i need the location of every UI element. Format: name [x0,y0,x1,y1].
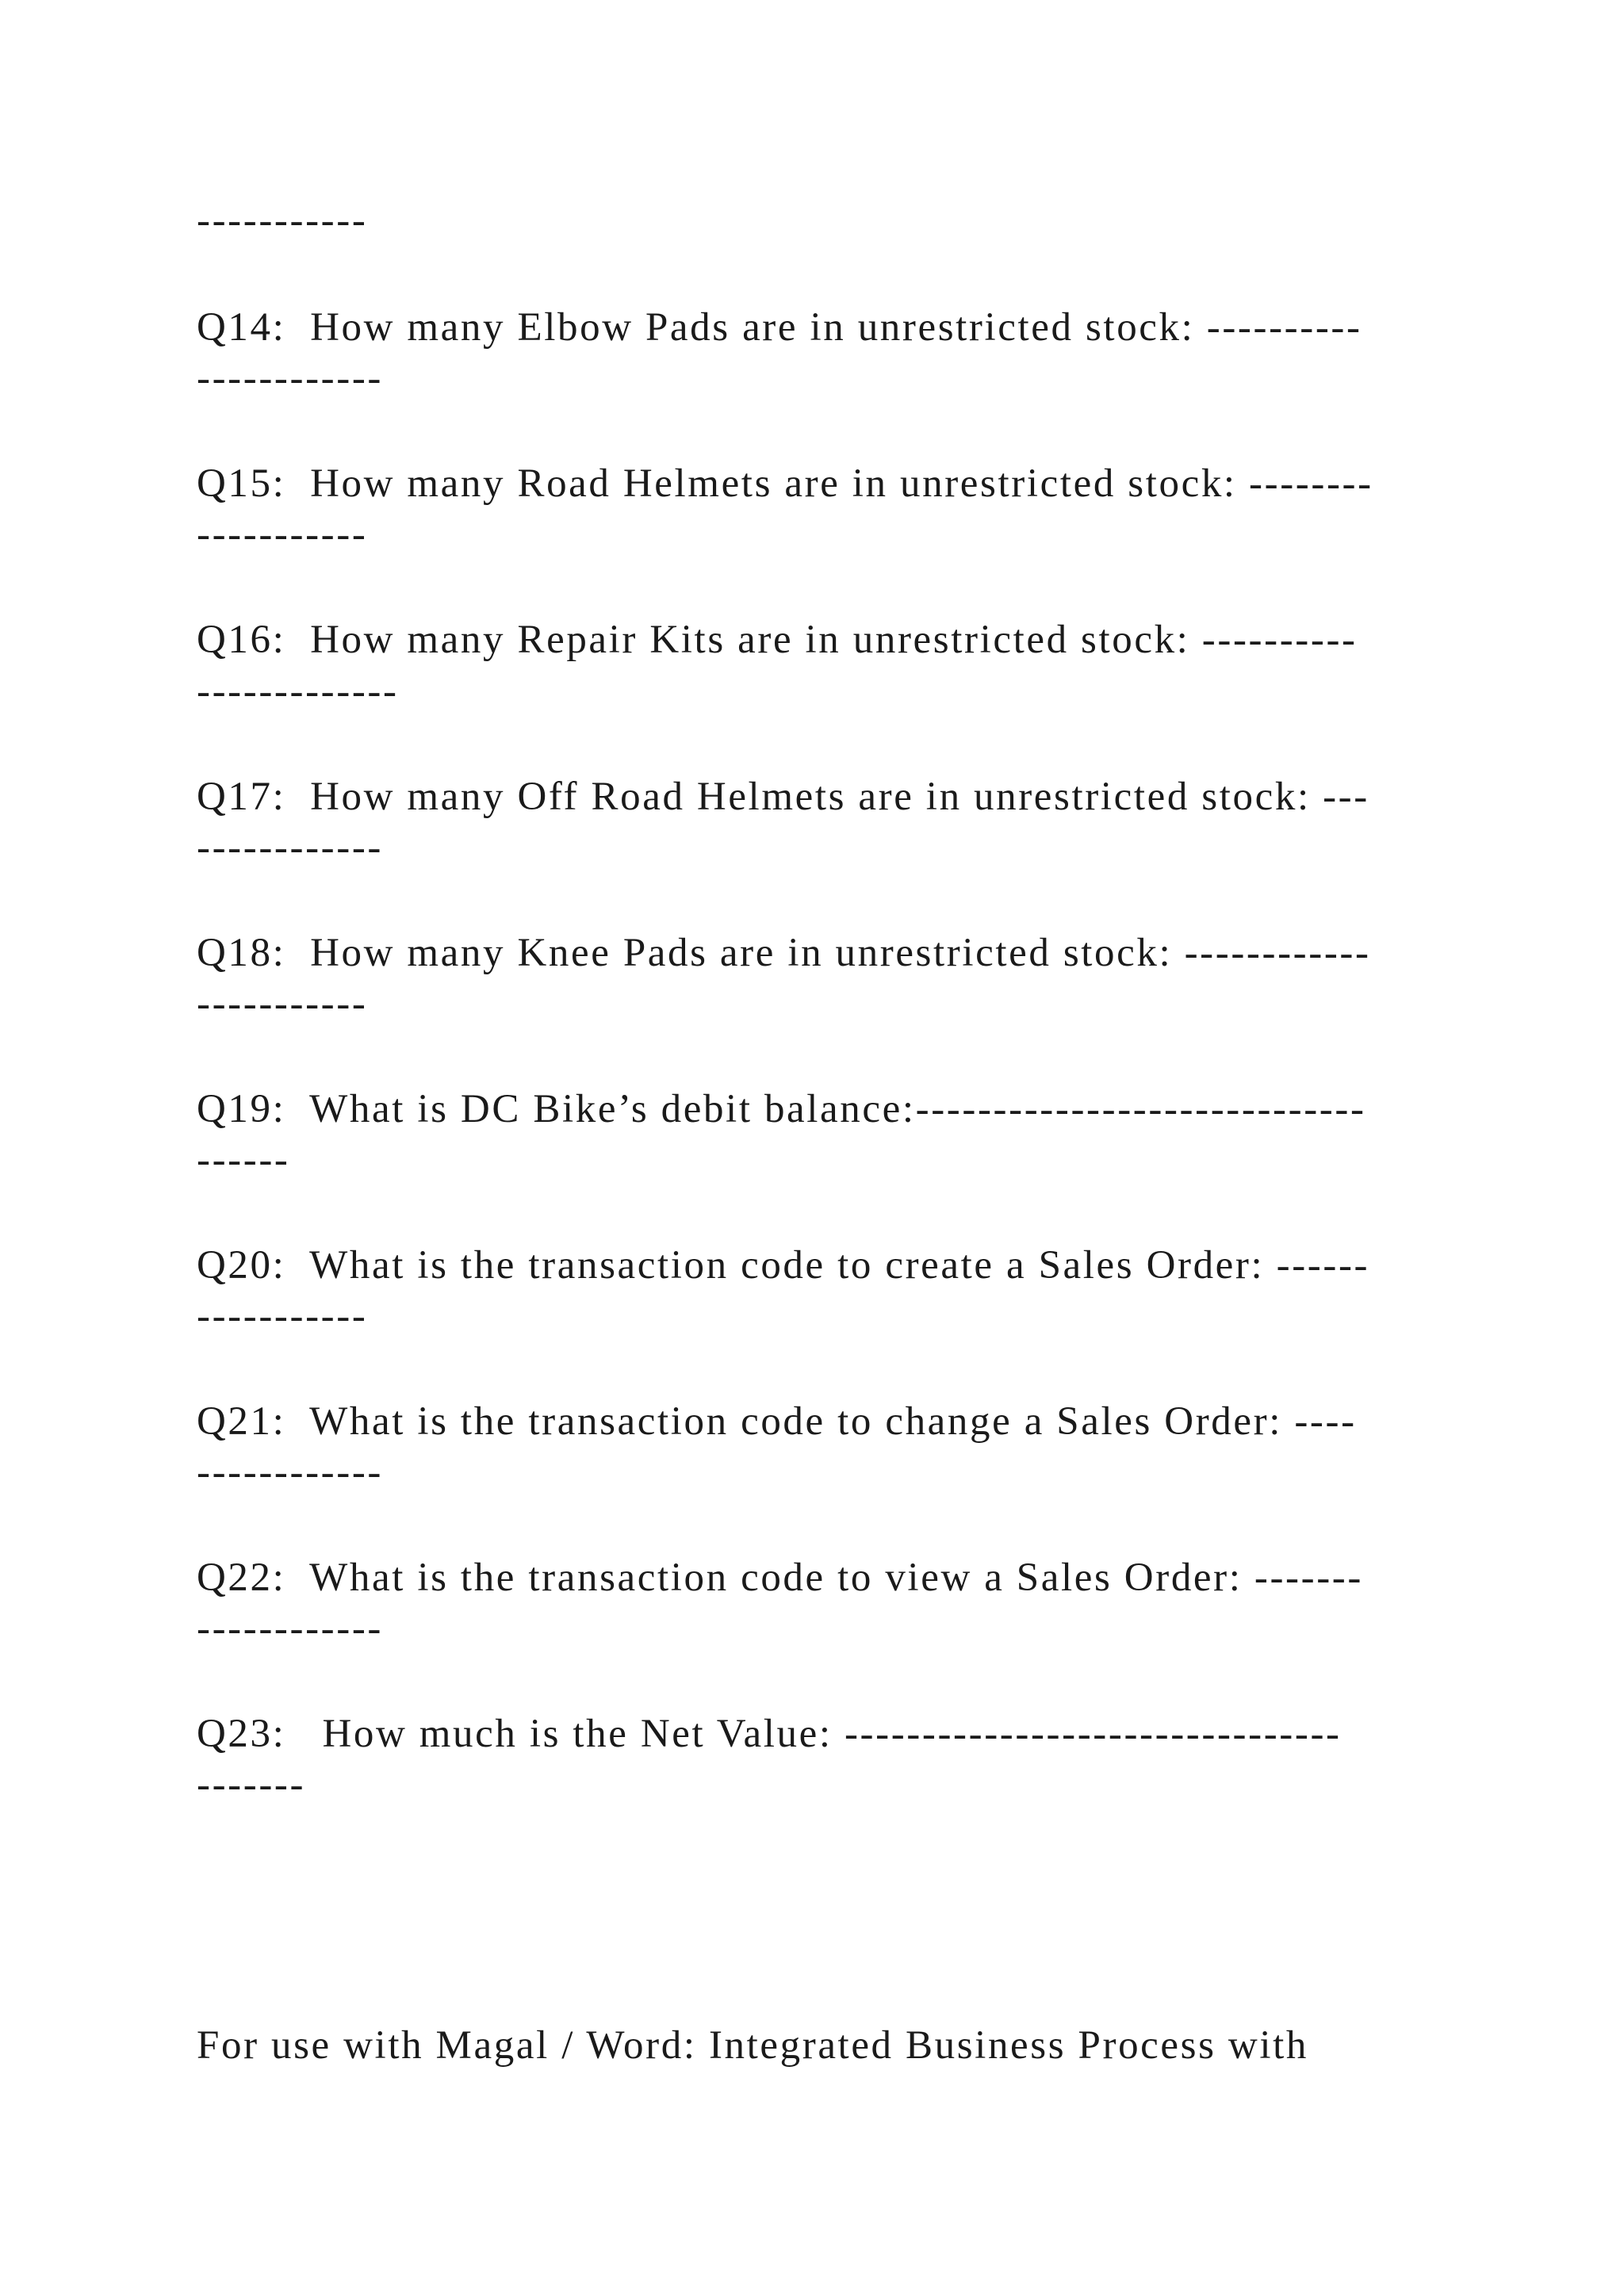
answer-dashes: ------------ [197,1450,384,1494]
answer-dashes: ----------- [197,512,368,557]
answer-dashes: ----------- [197,982,368,1026]
answer-dashes: ----------- [197,1294,368,1338]
leading-dashes: ----------- [197,198,368,243]
answer-dashes: ------- [197,1762,306,1807]
question-text: Q20: What is the transaction code to create a Sales Order: ------ [197,1243,1370,1288]
question-text: Q18: How many Knee Pads are in unrestricted stock: ------------ [197,931,1371,975]
answer-dashes: ------------- [197,669,399,714]
question-text: Q15: How many Road Helmets are in unrestricted stock: -------- [197,461,1373,506]
footer-text: For use with Magal / Word: Integrated Business Process with [197,2023,1308,2068]
question-text: Q17: How many Off Road Helmets are in unrestricted stock: --- [197,775,1369,819]
question-text: Q21: What is the transaction code to change a Sales Order: ---- [197,1399,1357,1444]
answer-dashes: ------------ [197,825,384,870]
question-text: Q14: How many Elbow Pads are in unrestricted stock: ---------- [197,305,1362,350]
answer-dashes: ------ [197,1138,290,1182]
answer-dashes: ------------ [197,1606,384,1651]
question-text: Q23: How much is the Net Value: -------------------------------- [197,1712,1342,1756]
question-text: Q19: What is DC Bike’s debit balance:----------------------------- [197,1087,1366,1131]
question-text: Q22: What is the transaction code to view a Sales Order: ------- [197,1556,1363,1600]
question-text: Q16: How many Repair Kits are in unrestricted stock: ---------- [197,618,1358,662]
answer-dashes: ------------ [197,356,384,400]
